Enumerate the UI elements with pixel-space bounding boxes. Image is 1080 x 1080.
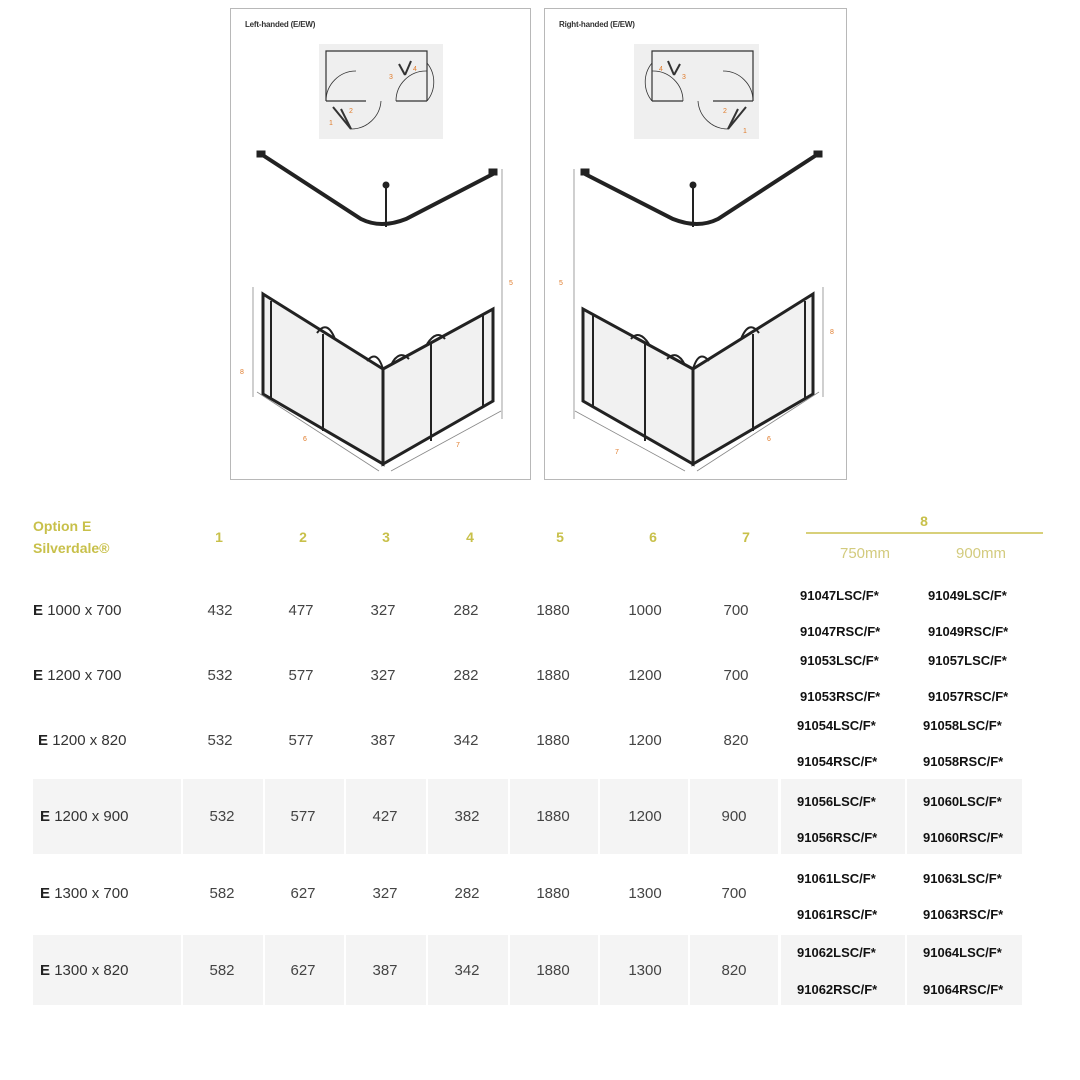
code-900-rsc: 91049RSC/F* xyxy=(928,624,1009,639)
plan-label-4: 4 xyxy=(413,66,417,73)
cell-4: 282 xyxy=(453,602,479,619)
code-900-rsc: 91058RSC/F* xyxy=(923,754,1004,769)
row-size-label: E 1200 x 900 xyxy=(40,808,129,825)
code-900-rsc: 91063RSC/F* xyxy=(923,907,1004,922)
code-750-rsc: 91056RSC/F* xyxy=(797,830,878,845)
col-header-750mm: 750mm xyxy=(839,545,891,562)
table-title-line2: Silverdale® xyxy=(33,540,110,556)
col-header-1: 1 xyxy=(215,529,223,545)
code-900-lsc: 91064LSC/F* xyxy=(923,945,1002,960)
col-header-8-divider xyxy=(806,532,1043,534)
cell-4: 342 xyxy=(454,962,480,979)
col-header-7: 7 xyxy=(742,529,750,545)
cell-3: 387 xyxy=(372,962,398,979)
code-900-rsc: 91057RSC/F* xyxy=(928,689,1009,704)
table-title-line1: Option E xyxy=(33,518,92,534)
code-750-rsc: 91047RSC/F* xyxy=(800,624,881,639)
code-750-lsc: 91062LSC/F* xyxy=(797,945,876,960)
code-750-rsc: 91053RSC/F* xyxy=(800,689,881,704)
right-handed-diagram xyxy=(544,8,847,480)
col-header-5: 5 xyxy=(556,529,564,545)
plan-label-2: 2 xyxy=(349,108,353,115)
cell-5: 1880 xyxy=(536,732,570,749)
code-750-lsc: 91061LSC/F* xyxy=(797,871,876,886)
row-size-label: E 1300 x 820 xyxy=(40,962,129,979)
dim-label-6: 6 xyxy=(303,436,307,443)
code-900-rsc: 91064RSC/F* xyxy=(923,982,1004,997)
cell-1: 582 xyxy=(209,962,235,979)
col-header-2: 2 xyxy=(299,529,307,545)
code-750-lsc: 91047LSC/F* xyxy=(800,588,879,603)
cell-7: 700 xyxy=(721,885,747,902)
cell-4: 282 xyxy=(453,667,479,684)
dim-label-5: 5 xyxy=(559,280,563,287)
dim-label-7: 7 xyxy=(456,442,460,449)
code-750-rsc: 91061RSC/F* xyxy=(797,907,878,922)
code-750-lsc: 91053LSC/F* xyxy=(800,653,879,668)
code-900-lsc: 91049LSC/F* xyxy=(928,588,1007,603)
row-size-label: E 1200 x 820 xyxy=(38,732,127,749)
code-900-rsc: 91060RSC/F* xyxy=(923,830,1004,845)
cell-7: 820 xyxy=(721,962,747,979)
cell-7: 700 xyxy=(723,602,749,619)
dim-label-6: 6 xyxy=(767,436,771,443)
cell-1: 432 xyxy=(207,602,233,619)
plan-label-2: 2 xyxy=(723,108,727,115)
cell-5: 1880 xyxy=(536,962,570,979)
dim-label-5: 5 xyxy=(509,280,513,287)
cell-1: 532 xyxy=(209,808,235,825)
table-title xyxy=(33,515,109,559)
code-900-lsc: 91058LSC/F* xyxy=(923,718,1002,733)
plan-label-3: 3 xyxy=(682,74,686,81)
cell-3: 327 xyxy=(370,602,396,619)
cell-6: 1300 xyxy=(628,885,662,902)
plan-label-1: 1 xyxy=(329,120,333,127)
cell-3: 327 xyxy=(370,667,396,684)
cell-6: 1200 xyxy=(628,808,662,825)
cell-5: 1880 xyxy=(536,602,570,619)
cell-2: 627 xyxy=(290,885,316,902)
right-handed-illustration xyxy=(545,9,848,481)
row-size-label: E 1300 x 700 xyxy=(40,885,129,902)
cell-2: 627 xyxy=(290,962,316,979)
col-header-900mm: 900mm xyxy=(955,545,1007,562)
cell-4: 382 xyxy=(454,808,480,825)
col-header-3: 3 xyxy=(382,529,390,545)
cell-6: 1000 xyxy=(628,602,662,619)
code-750-lsc: 91056LSC/F* xyxy=(797,794,876,809)
cell-1: 532 xyxy=(207,732,233,749)
plan-label-3: 3 xyxy=(389,74,393,81)
cell-2: 577 xyxy=(288,732,314,749)
col-header-6: 6 xyxy=(649,529,657,545)
cell-7: 900 xyxy=(721,808,747,825)
code-750-rsc: 91054RSC/F* xyxy=(797,754,878,769)
code-900-lsc: 91057LSC/F* xyxy=(928,653,1007,668)
cell-2: 577 xyxy=(288,667,314,684)
cell-1: 582 xyxy=(209,885,235,902)
cell-6: 1300 xyxy=(628,962,662,979)
cell-4: 282 xyxy=(454,885,480,902)
cell-4: 342 xyxy=(453,732,479,749)
left-handed-diagram xyxy=(230,8,531,480)
code-900-lsc: 91063LSC/F* xyxy=(923,871,1002,886)
dim-label-8: 8 xyxy=(240,369,244,376)
cell-6: 1200 xyxy=(628,732,662,749)
cell-7: 820 xyxy=(723,732,749,749)
dimension-table xyxy=(0,500,1080,1040)
cell-3: 427 xyxy=(372,808,398,825)
cell-1: 532 xyxy=(207,667,233,684)
cell-5: 1880 xyxy=(536,885,570,902)
plan-label-4: 4 xyxy=(659,66,663,73)
right-handed-title: Right-handed (E/EW) xyxy=(559,20,635,29)
plan-label-1: 1 xyxy=(743,128,747,135)
cell-6: 1200 xyxy=(628,667,662,684)
left-handed-illustration xyxy=(231,9,532,481)
code-900-lsc: 91060LSC/F* xyxy=(923,794,1002,809)
cell-7: 700 xyxy=(723,667,749,684)
left-handed-title: Left-handed (E/EW) xyxy=(245,20,316,29)
row-size-label: E 1000 x 700 xyxy=(33,602,122,619)
col-header-4: 4 xyxy=(466,529,474,545)
dim-label-8: 8 xyxy=(830,329,834,336)
cell-2: 477 xyxy=(288,602,314,619)
code-750-lsc: 91054LSC/F* xyxy=(797,718,876,733)
cell-5: 1880 xyxy=(536,808,570,825)
cell-3: 387 xyxy=(370,732,396,749)
code-750-rsc: 91062RSC/F* xyxy=(797,982,878,997)
row-size-label: E 1200 x 700 xyxy=(33,667,122,684)
cell-2: 577 xyxy=(290,808,316,825)
col-header-8: 8 xyxy=(920,513,928,529)
cell-5: 1880 xyxy=(536,667,570,684)
dim-label-7: 7 xyxy=(615,449,619,456)
cell-3: 327 xyxy=(372,885,398,902)
